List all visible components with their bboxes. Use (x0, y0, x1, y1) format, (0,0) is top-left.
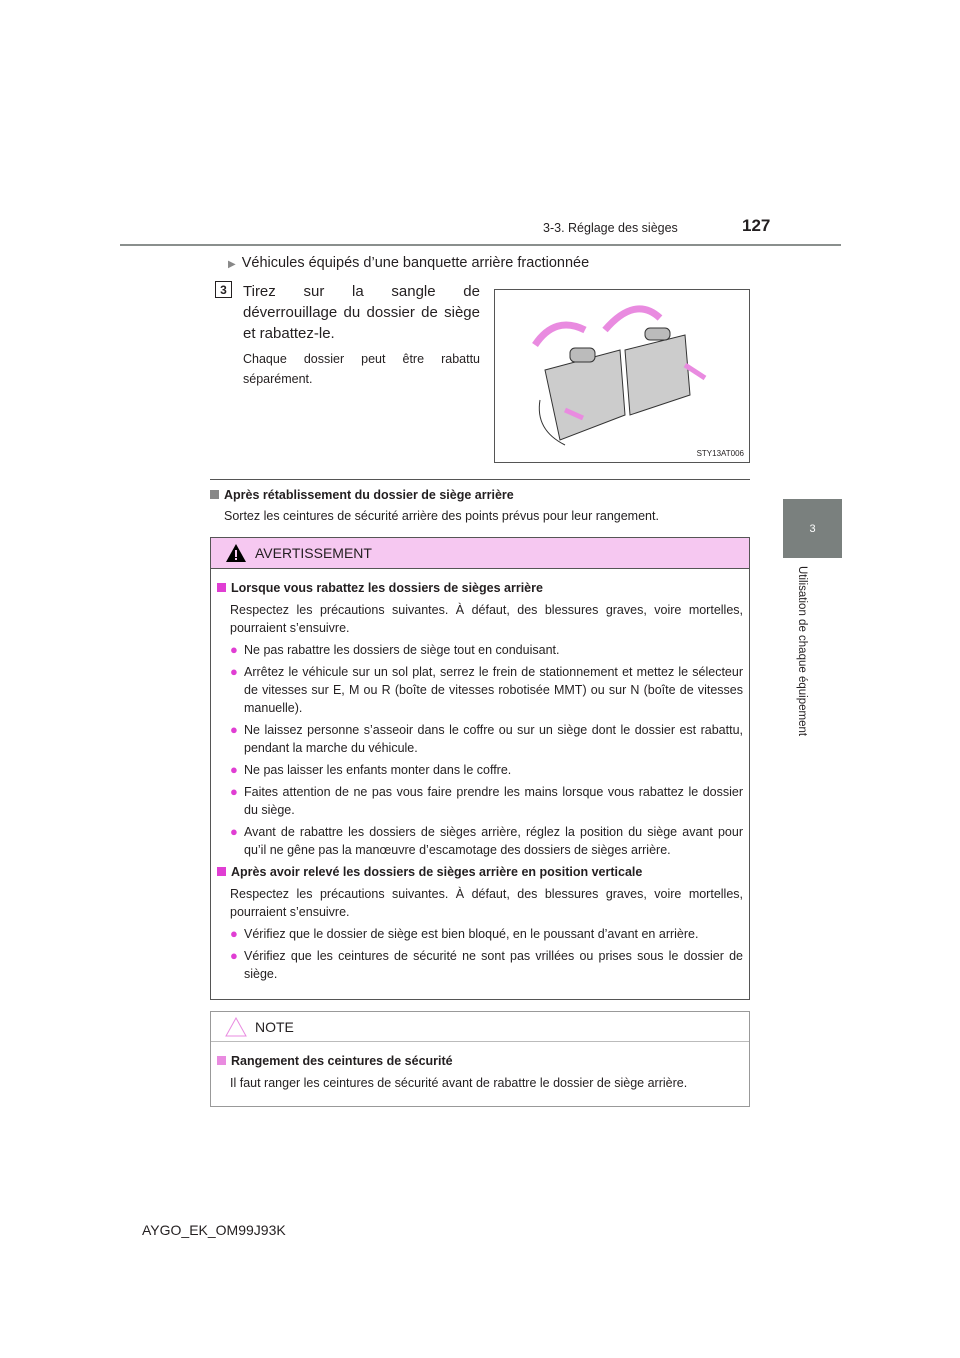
warning-box (210, 537, 750, 1000)
warning-bullet-text: Ne pas rabattre les dossiers de siège tout en conduisant. (244, 643, 560, 657)
bullet-dot-icon: ● (230, 824, 238, 839)
bullet-dot-icon: ● (230, 664, 238, 679)
note-label: NOTE (255, 1018, 294, 1035)
warning-bullet (217, 925, 743, 943)
bullet-dot-icon: ● (230, 948, 238, 963)
warning-icon (225, 543, 247, 563)
topic-title (210, 488, 514, 502)
warning-intro: Respectez les précautions suivantes. À défaut, des blessures graves, voire mortelles, pourraient s’ensuivre. (230, 603, 743, 635)
warning-bullet (217, 663, 743, 717)
note-title (217, 1052, 743, 1070)
warning-bullet-text: Ne pas laisser les enfants monter dans le coffre. (244, 763, 512, 777)
subheading (228, 255, 589, 271)
warning-bullet-text: Faites attention de ne pas vous faire prendre les mains lorsque vous rabattez le dossier du siège. (244, 785, 743, 817)
caution-outline-icon (225, 1017, 247, 1037)
square-bullet-icon (217, 583, 226, 592)
note-title-text: Rangement des ceintures de sécurité (231, 1054, 453, 1068)
warning-label: AVERTISSEMENT (255, 545, 372, 561)
header-divider (120, 244, 841, 246)
bullet-dot-icon: ● (230, 926, 238, 941)
chapter-tab: 3 (783, 499, 842, 558)
warning-intro: Respectez les précautions suivantes. À défaut, des blessures graves, voire mortelles, pourraient s’ensuivre. (230, 887, 743, 919)
warning-bullet-text: Ne laissez personne s’asseoir dans le coffre ou sur un siège dont le dossier est rabattu, pendant la marche du véhicule. (244, 723, 743, 755)
warning-section-title-text: Lorsque vous rabattez les dossiers de sièges arrière (231, 581, 543, 595)
page-number: 127 (742, 216, 771, 235)
note-body (211, 1042, 749, 1092)
warning-bullet (217, 721, 743, 757)
warning-header (211, 538, 749, 569)
warning-bullet (217, 783, 743, 819)
warning-section-title (217, 579, 743, 597)
square-bullet-icon (217, 867, 226, 876)
note-box (210, 1011, 750, 1107)
warning-body (211, 569, 749, 983)
warning-bullet-text: Vérifiez que les ceintures de sécurité ne sont pas vrillées ou prises sous le dossier de siège. (244, 949, 743, 981)
warning-bullet (217, 823, 743, 859)
warning-bullet-text: Arrêtez le véhicule sur un sol plat, serrez le frein de stationnement et mettez le sélecteur de vitesses sur E, M ou R (boîte de vitesses robotisée MMT) ou sur N (boîte de vitesses manuelle). (244, 665, 743, 715)
square-bullet-icon (210, 490, 219, 499)
warning-section-title-text: Après avoir relevé les dossiers de sièges arrière en position verticale (231, 865, 643, 879)
bullet-dot-icon: ● (230, 642, 238, 657)
topic-title-text: Après rétablissement du dossier de siège arrière (224, 488, 514, 502)
warning-bullet-text: Vérifiez que le dossier de siège est bien bloqué, en le poussant d’avant en arrière. (244, 927, 699, 941)
warning-bullet (217, 641, 743, 659)
note-text: Il faut ranger les ceintures de sécurité avant de rabattre le dossier de siège arrière. (230, 1076, 688, 1090)
note-header (211, 1012, 749, 1042)
step-note: Chaque dossier peut être rabattu séparément. (243, 352, 480, 386)
divider (210, 479, 750, 480)
section-title: 3-3. Réglage des sièges (543, 221, 678, 235)
triangle-bullet-icon: ▶ (228, 259, 236, 270)
square-bullet-icon (217, 1056, 226, 1065)
topic-text: Sortez les ceintures de sécurité arrière des points prévus pour leur rangement. (224, 509, 659, 523)
rear-seat-icon (495, 290, 749, 462)
warning-bullet (217, 761, 743, 779)
figure-code: STY13AT006 (696, 449, 744, 458)
chapter-title: Utilisation de chaque équipement (796, 566, 808, 737)
subheading-text: Véhicules équipés d’une banquette arrière fractionnée (241, 255, 590, 271)
bullet-dot-icon: ● (230, 784, 238, 799)
seat-fold-illustration (494, 289, 750, 463)
footer-code: AYGO_EK_OM99J93K (142, 1222, 286, 1238)
warning-section-title (217, 863, 743, 881)
step-number: 3 (215, 281, 232, 298)
bullet-dot-icon: ● (230, 762, 238, 777)
step-text: Tirez sur la sangle de déverrouillage du dossier de siège et rabattez-le. (243, 283, 480, 342)
warning-bullet (217, 947, 743, 983)
warning-bullet-text: Avant de rabattre les dossiers de sièges arrière, réglez la position du siège avant pour qu’il ne gêne pas la manœuvre d’escamotage des dossiers de sièges arrière. (244, 825, 743, 857)
bullet-dot-icon: ● (230, 722, 238, 737)
